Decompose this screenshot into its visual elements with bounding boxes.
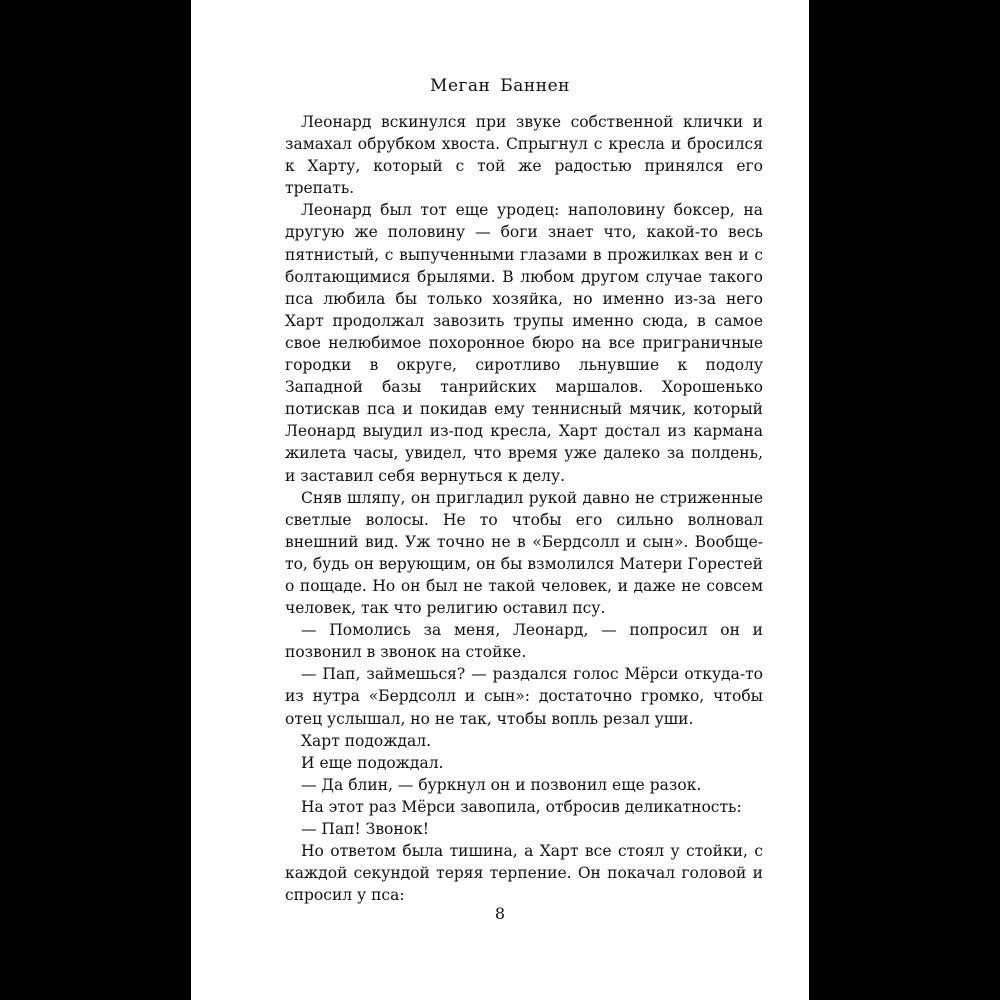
page-number: 8 bbox=[494, 904, 506, 923]
paragraph: — Пап! Звонок! bbox=[301, 820, 429, 838]
paragraph: Леонард был тот еще уродец: наполовину боксер, на другую же половину — боги знает что, какой-то весь пятнистый, с выпученными глазами в прожилках вен и с болтающимися брылями. В любом другом случае такого пса любила бы только хозяйка, но именно из-за него Харт продолжал завозить трупы именно сюда, в самое свое нелюбимое похоронное бюро на все приграничные городки в округе, сиротливо льнувшие к подолу Западной базы танрийских маршалов. Хорошенько потискав пса и покидав ему теннисный мячик, который Леонард выудил из-под кресла, Харт достал из кармана жилета часы, увидел, что время уже далеко за полдень, и заставил себя вернуться к делу. bbox=[285, 201, 763, 485]
paragraph: Сняв шляпу, он пригладил рукой давно не стриженные светлые волосы. Не то чтобы его сильно волновал внешний вид. Уж точно не в «Бердсолл и сын». Вообще-то, будь он верующим, он бы взмолился Матери Горестей о пощаде. Но он был не такой человек, и даже не совсем человек, так что религию оставил псу. bbox=[285, 488, 763, 618]
paragraph: На этот раз Мёрси завопила, отбросив деликатность: bbox=[301, 797, 742, 816]
paragraph: И еще подождал. bbox=[301, 753, 444, 772]
book-page bbox=[191, 0, 809, 1000]
paragraph: — Пап, займешься? — раздался голос Мёрси откуда-то из нутра «Бердсолл и сын»: достаточно громко, чтобы отец услышал, но не так, чтобы вопль резал уши. bbox=[285, 665, 763, 728]
paragraph: — Помолись за меня, Леонард, — попросил он и позвонил в звонок на стойке. bbox=[285, 621, 763, 662]
paragraph: Харт подождал. bbox=[301, 731, 432, 750]
paragraph: Но ответом была тишина, а Харт все стоял у стойки, с каждой секундой теряя терпение. Он покачал головой и спросил у пса: bbox=[285, 842, 763, 905]
page-body-text bbox=[285, 111, 763, 906]
paragraph: — Да блин, — буркнул он и позвонил еще разок. bbox=[301, 775, 702, 794]
paragraph: Леонард вскинулся при звуке собственной клички и замахал обрубком хвоста. Спрыгнул с кресла и бросился к Харту, который с той же радостью принялся его трепать. bbox=[285, 113, 763, 198]
running-header-author: Меган Баннен bbox=[430, 76, 570, 96]
